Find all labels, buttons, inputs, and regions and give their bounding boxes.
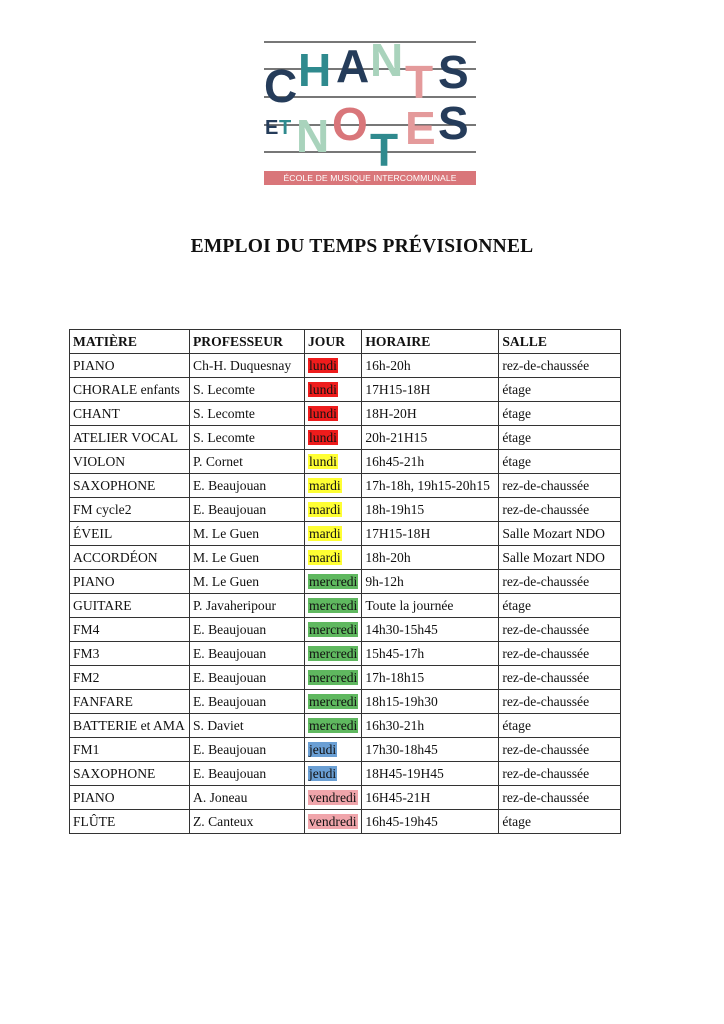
day-highlight: lundi [309,405,337,421]
cell-jour [305,522,362,546]
day-highlight: lundi [309,453,337,469]
day-highlight: mercredi [309,621,358,637]
cell-jour [305,594,362,618]
table-row [70,570,621,594]
cell-professeur: S. Daviet [190,714,305,738]
cell-horaire: Toute la journée [362,594,499,618]
cell-professeur: S. Lecomte [190,402,305,426]
cell-jour [305,450,362,474]
table-row [70,378,621,402]
cell-salle: rez-de-chaussée [499,474,621,498]
cell-horaire: 17h-18h15 [362,666,499,690]
cell-horaire: 17h30-18h45 [362,738,499,762]
cell-horaire: 14h30-15h45 [362,618,499,642]
table-row [70,666,621,690]
cell-professeur: E. Beaujouan [190,762,305,786]
table-row [70,426,621,450]
logo-letter-n2: N [296,110,330,162]
cell-matiere: FLÛTE [70,810,190,834]
cell-jour [305,498,362,522]
day-highlight: mardi [309,549,341,565]
cell-matiere: SAXOPHONE [70,762,190,786]
school-logo [262,38,478,188]
table-row [70,522,621,546]
logo-letter-e: E [405,102,436,154]
cell-professeur: E. Beaujouan [190,618,305,642]
cell-professeur: Z. Canteux [190,810,305,834]
cell-matiere: VIOLON [70,450,190,474]
table-row [70,354,621,378]
cell-matiere: FM1 [70,738,190,762]
cell-professeur: S. Lecomte [190,378,305,402]
cell-matiere: ATELIER VOCAL [70,426,190,450]
day-highlight: mardi [309,477,341,493]
cell-salle: rez-de-chaussée [499,570,621,594]
cell-salle: rez-de-chaussée [499,354,621,378]
cell-horaire: 17H15-18H [362,378,499,402]
table-row [70,402,621,426]
day-highlight: lundi [309,381,337,397]
cell-matiere: FM3 [70,642,190,666]
day-highlight: lundi [309,357,337,373]
day-highlight: vendredi [309,789,357,805]
cell-professeur: P. Javaheripour [190,594,305,618]
cell-professeur: P. Cornet [190,450,305,474]
cell-salle: Salle Mozart NDO [499,546,621,570]
cell-horaire: 17H15-18H [362,522,499,546]
day-highlight: mercredi [309,693,358,709]
cell-matiere: BATTERIE et AMA [70,714,190,738]
cell-horaire: 17h-18h, 19h15-20h15 [362,474,499,498]
table-row [70,714,621,738]
logo-subtitle-banner: ÉCOLE DE MUSIQUE INTERCOMMUNALE [264,171,476,185]
cell-jour [305,378,362,402]
header-matiere: MATIÈRE [70,330,190,354]
cell-salle: étage [499,378,621,402]
table-row [70,786,621,810]
cell-salle: étage [499,402,621,426]
schedule-body [70,354,621,834]
logo-letter-t2: T [370,124,399,170]
table-row [70,546,621,570]
cell-matiere: PIANO [70,354,190,378]
day-highlight: mercredi [309,597,358,613]
table-row [70,738,621,762]
day-highlight: mercredi [309,645,358,661]
cell-matiere: FM2 [70,666,190,690]
table-row [70,498,621,522]
table-row [70,474,621,498]
table-row [70,594,621,618]
cell-matiere: ÉVEIL [70,522,190,546]
cell-jour [305,714,362,738]
day-highlight: lundi [309,429,337,445]
cell-salle: rez-de-chaussée [499,642,621,666]
day-highlight: jeudi [309,741,337,757]
cell-matiere: PIANO [70,570,190,594]
cell-horaire: 16h-20h [362,354,499,378]
cell-professeur: M. Le Guen [190,522,305,546]
logo-letter-t1: T [405,56,434,108]
cell-horaire: 16h45-19h45 [362,810,499,834]
page-title: EMPLOI DU TEMPS PRÉVISIONNEL [190,236,534,257]
logo-letter-h: H [298,44,332,96]
cell-jour [305,474,362,498]
cell-salle: rez-de-chaussée [499,666,621,690]
cell-matiere: FM cycle2 [70,498,190,522]
cell-matiere: FANFARE [70,690,190,714]
cell-salle: rez-de-chaussée [499,762,621,786]
cell-horaire: 20h-21H15 [362,426,499,450]
cell-salle: étage [499,810,621,834]
logo-letter-o: O [332,98,368,150]
cell-matiere: PIANO [70,786,190,810]
cell-jour [305,642,362,666]
table-row [70,642,621,666]
logo-letter-a: A [336,40,370,92]
day-highlight: jeudi [309,765,337,781]
cell-salle: étage [499,426,621,450]
cell-professeur: E. Beaujouan [190,690,305,714]
header-salle: SALLE [499,330,621,354]
day-highlight: vendredi [309,813,357,829]
cell-salle: Salle Mozart NDO [499,522,621,546]
cell-professeur: Ch-H. Duquesnay [190,354,305,378]
header-professeur: PROFESSEUR [190,330,305,354]
cell-matiere: CHORALE enfants [70,378,190,402]
cell-horaire: 18H-20H [362,402,499,426]
cell-jour [305,570,362,594]
cell-professeur: E. Beaujouan [190,738,305,762]
cell-salle: rez-de-chaussée [499,738,621,762]
cell-professeur: M. Le Guen [190,546,305,570]
cell-jour [305,426,362,450]
logo-letter-s1: S [438,46,469,98]
logo-letter-s2: S [438,97,469,149]
cell-jour [305,402,362,426]
cell-jour [305,546,362,570]
day-highlight: mercredi [309,573,358,589]
cell-jour [305,690,362,714]
cell-horaire: 16h30-21h [362,714,499,738]
cell-professeur: S. Lecomte [190,426,305,450]
cell-professeur: E. Beaujouan [190,498,305,522]
cell-professeur: E. Beaujouan [190,666,305,690]
cell-salle: étage [499,594,621,618]
cell-horaire: 18h15-19h30 [362,690,499,714]
cell-horaire: 18h-20h [362,546,499,570]
cell-salle: rez-de-chaussée [499,690,621,714]
header-horaire: HORAIRE [362,330,499,354]
cell-matiere: GUITARE [70,594,190,618]
cell-salle: étage [499,450,621,474]
cell-salle: rez-de-chaussée [499,498,621,522]
cell-professeur: A. Joneau [190,786,305,810]
cell-horaire: 15h45-17h [362,642,499,666]
table-header-row [70,330,621,354]
logo-letter-t-small: T [279,117,292,139]
cell-horaire: 18H45-19H45 [362,762,499,786]
logo-letter-e-small: E [265,117,279,139]
cell-salle: rez-de-chaussée [499,786,621,810]
logo-artwork [262,38,478,170]
cell-horaire: 16h45-21h [362,450,499,474]
cell-horaire: 18h-19h15 [362,498,499,522]
day-highlight: mercredi [309,669,358,685]
table-row [70,810,621,834]
day-highlight: mercredi [309,717,358,733]
cell-jour [305,666,362,690]
cell-jour [305,786,362,810]
cell-jour [305,810,362,834]
day-highlight: mardi [309,525,341,541]
cell-salle: étage [499,714,621,738]
cell-matiere: CHANT [70,402,190,426]
logo-letter-c1: C [264,60,298,112]
cell-jour [305,354,362,378]
table-row [70,618,621,642]
table-row [70,762,621,786]
day-highlight: mardi [309,501,341,517]
table-row [70,450,621,474]
schedule-table [69,329,621,834]
cell-jour [305,618,362,642]
cell-horaire: 16H45-21H [362,786,499,810]
cell-matiere: ACCORDÉON [70,546,190,570]
header-jour: JOUR [305,330,362,354]
cell-professeur: M. Le Guen [190,570,305,594]
cell-jour [305,762,362,786]
logo-letter-n1: N [370,38,404,86]
cell-horaire: 9h-12h [362,570,499,594]
cell-salle: rez-de-chaussée [499,618,621,642]
cell-professeur: E. Beaujouan [190,474,305,498]
table-row [70,690,621,714]
cell-matiere: FM4 [70,618,190,642]
cell-jour [305,738,362,762]
cell-matiere: SAXOPHONE [70,474,190,498]
cell-professeur: E. Beaujouan [190,642,305,666]
